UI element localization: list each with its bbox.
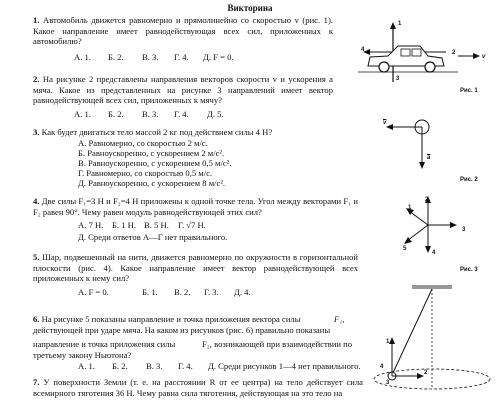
fig1-mark-2: 2 (452, 50, 456, 56)
q3-option-b[interactable]: Б. Равноускоренно, с ускорением 2 м/с². (78, 148, 225, 158)
q6-answer-b[interactable]: Б. 2. (112, 361, 128, 371)
question-2-number: 2. (33, 74, 40, 84)
q4-answer-c[interactable]: В. 5 Н. (144, 220, 169, 230)
q2-answer-d[interactable]: Г. 4. (174, 109, 189, 119)
q3-option-c[interactable]: В. Равноускоренно, с ускорением 0,5 м/с². (78, 158, 232, 168)
q6-answer-c[interactable]: В. 3. (146, 361, 163, 371)
question-7-text: У поверхности Земли (т. е. на расстоянии R от ее центра) на тело действует сила всемирного тяготения 36 Н. Чему равна сила тяготения, действующая на это тело на (33, 377, 363, 398)
q3-option-e[interactable]: Д. Равноускоренно, с ускорением 8 м/с². (78, 178, 226, 188)
question-6-line-1 (33, 314, 301, 325)
question-5-number: 5. (33, 252, 40, 262)
question-6-number: 6. (33, 314, 40, 324)
fig2-mark-v: $\overline{v}$ (383, 120, 387, 126)
q1-answer-b[interactable]: Б. 2. (108, 52, 124, 62)
q5-answer-d[interactable]: Г. 3. (204, 287, 219, 297)
question-3 (33, 127, 333, 138)
fig3-mark-1: 1 (408, 205, 412, 211)
page-title: Викторина (227, 3, 273, 13)
fig3-mark-3: 3 (462, 227, 466, 233)
fig3-mark-4: 4 (432, 250, 436, 256)
q6-answer-e[interactable]: Д. Среди рисунков 1—4 нет правильного. (208, 361, 361, 371)
q3-option-d[interactable]: Г. Равномерно, со скоростью 0,5 м/с. (78, 168, 213, 178)
question-7-number: 7. (33, 377, 40, 387)
question-2 (33, 74, 333, 106)
q5-answer-a[interactable]: А. F = 0. (78, 287, 109, 297)
q1-answer-c[interactable]: В. 3. (142, 52, 159, 62)
figure-2-label: Рис. 2 (460, 177, 478, 183)
q2-answer-c[interactable]: В. 3. (142, 109, 159, 119)
question-1-number: 1. (33, 15, 40, 25)
q1-answer-d[interactable]: Г. 4. (174, 52, 189, 62)
figure-3-label: Рис. 3 (460, 267, 478, 273)
q5-answer-b[interactable]: Б. 1. (142, 287, 158, 297)
figure-2-ball (380, 115, 480, 175)
question-7 (33, 377, 363, 398)
q4-answer-a[interactable]: А. 7 Н. (78, 220, 104, 230)
question-1-text: Автомобиль движется равномерно и прямолинейно со скоростью v (рис. 1). Какое направление имеет равнодействующая всех сил, приложенных к автомобилю? (33, 15, 333, 47)
fig3-mark-5: 5 (403, 246, 407, 252)
q4-answer-d[interactable]: Г. √7 Н. (178, 220, 206, 230)
fig4-mark-1: 1 (386, 339, 390, 345)
question-6-line-4: третьему закону Ньютона? (33, 350, 132, 360)
question-5-text: Шар, подвешенный на нити, движется равномерно по окружности в горизонтальной плоскости (рис. 4). Какое направление имеет вектор равнодействующей всех приложенных к нему сил? (33, 252, 358, 284)
fig4-mark-2: 2 (424, 370, 428, 376)
q3-option-a[interactable]: А. Равномерно, со скоростью 2 м/с. (78, 138, 208, 148)
question-2-text: На рисунке 2 представлены направления векторов скорости v и ускорения a мяча. Какое из представленных на рисунке 3 направлений имеет вектор равнодействующей всех сил, приложенных к мячу? (33, 74, 333, 106)
fig4-mark-3: 3 (386, 380, 390, 386)
q1-answer-e[interactable]: Д. F = 0. (203, 52, 234, 62)
question-4 (33, 196, 358, 217)
q2-answer-b[interactable]: Б. 2. (108, 109, 124, 119)
question-5 (33, 252, 358, 284)
q5-answer-e[interactable]: Д. 4. (234, 287, 251, 297)
fig1-mark-4: 4 (361, 47, 365, 53)
q4-answer-e[interactable]: Д. Среди ответов А—Г нет правильного. (78, 232, 228, 242)
q1-answer-a[interactable]: А. 1. (74, 52, 91, 62)
figure-4-pendulum (372, 283, 498, 401)
question-3-number: 3. (33, 127, 40, 137)
question-6-line-2: действующей при ударе мяча. На каком из рисунков (рис. 6) правильно показаны (33, 325, 331, 335)
fig1-mark-v: v (482, 54, 486, 60)
figure-1-label: Рис. 1 (460, 88, 478, 94)
fig3-mark-2: 2 (425, 197, 429, 203)
fig1-mark-1: 1 (398, 21, 402, 27)
question-4-number: 4. (33, 196, 40, 206)
q6-force-f1: F₁, (334, 314, 345, 324)
question-6-text-1: На рисунке 5 показаны направление и точка приложения вектора силы (41, 314, 301, 324)
q2-answer-a[interactable]: А. 1. (74, 109, 91, 119)
question-3-text: Как будет двигаться тело массой 2 кг под действием силы 4 Н? (41, 127, 273, 137)
fig4-mark-4: 4 (380, 364, 384, 370)
fig2-mark-a: $\overline{a}$ (427, 155, 431, 161)
question-1 (33, 15, 333, 47)
q6-force-f2: F₂, возникающей при взаимодействии по (202, 339, 353, 349)
question-4-text: Две силы F₁=3 Н и F₂=4 Н приложены к одной точке тела. Угол между векторами F₁ и F₂ равен 90°. Чему равен модуль равнодействующей этих сил? (33, 196, 358, 217)
q4-answer-b[interactable]: Б. 1 Н. (112, 220, 137, 230)
fig1-mark-3: 3 (396, 76, 400, 82)
q6-answer-d[interactable]: Г. 4. (178, 361, 193, 371)
q6-answer-a[interactable]: А. 1. (78, 361, 95, 371)
question-6-line-3: направление и точка приложения силы (33, 339, 176, 349)
q5-answer-c[interactable]: В. 2. (174, 287, 191, 297)
q2-answer-e[interactable]: Д. 5. (207, 109, 224, 119)
